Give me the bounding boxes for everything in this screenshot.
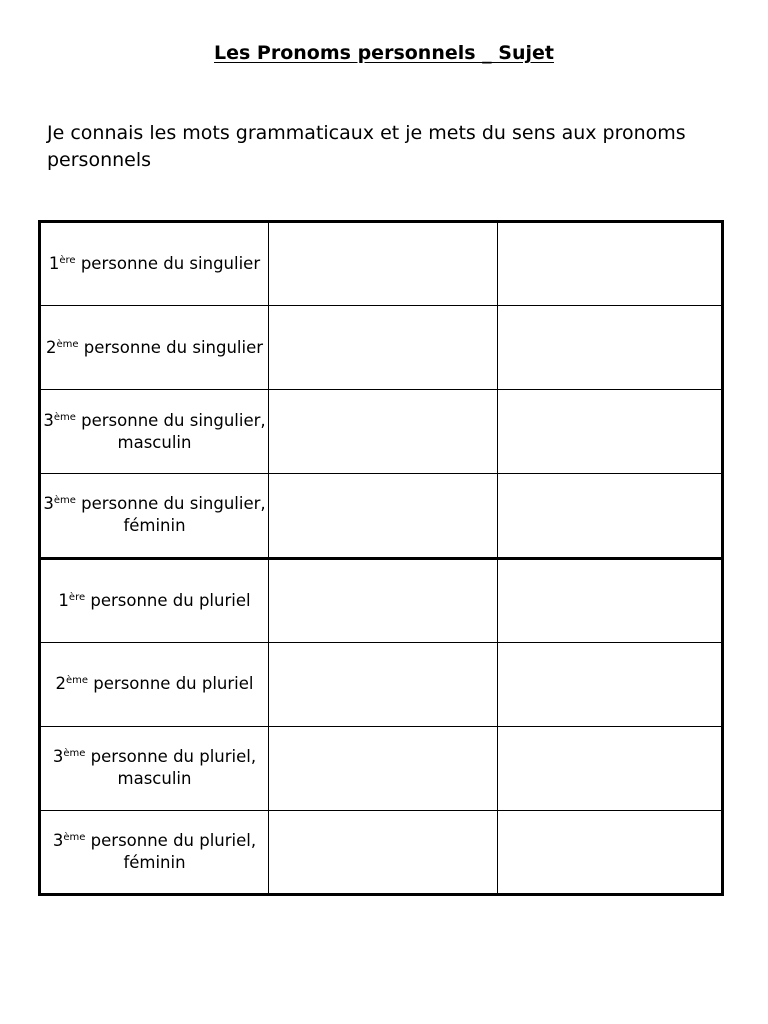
row-label: 3ème personne du singulier, féminin [40,474,269,558]
row-label: 1ère personne du pluriel [40,558,269,642]
answer-cell[interactable] [498,390,723,474]
answer-cell[interactable] [269,558,498,642]
table-row [40,558,723,642]
answer-cell[interactable] [269,222,498,306]
answer-cell[interactable] [498,474,723,558]
table-row [40,810,723,894]
answer-cell[interactable] [498,642,723,726]
table-row [40,390,723,474]
table-row [40,726,723,810]
row-label: 1ère personne du singulier [40,222,269,306]
table-row [40,306,723,390]
answer-cell[interactable] [498,726,723,810]
answer-cell[interactable] [269,306,498,390]
pronoun-table [38,220,724,896]
answer-cell[interactable] [269,390,498,474]
row-label: 3ème personne du pluriel, féminin [40,810,269,894]
table-row [40,474,723,558]
row-label: 3ème personne du singulier, masculin [40,390,269,474]
document-title: Les Pronoms personnels _ Sujet [214,42,554,64]
table-row [40,642,723,726]
answer-cell[interactable] [498,558,723,642]
answer-cell[interactable] [269,474,498,558]
answer-cell[interactable] [498,306,723,390]
answer-cell[interactable] [498,222,723,306]
answer-cell[interactable] [269,726,498,810]
answer-cell[interactable] [269,810,498,894]
answer-cell[interactable] [498,810,723,894]
intro-text: Je connais les mots grammaticaux et je mets du sens aux pronoms personnels [47,122,686,171]
row-label: 2ème personne du singulier [40,306,269,390]
answer-cell[interactable] [269,642,498,726]
row-label: 3ème personne du pluriel, masculin [40,726,269,810]
row-label: 2ème personne du pluriel [40,642,269,726]
table-row [40,222,723,306]
